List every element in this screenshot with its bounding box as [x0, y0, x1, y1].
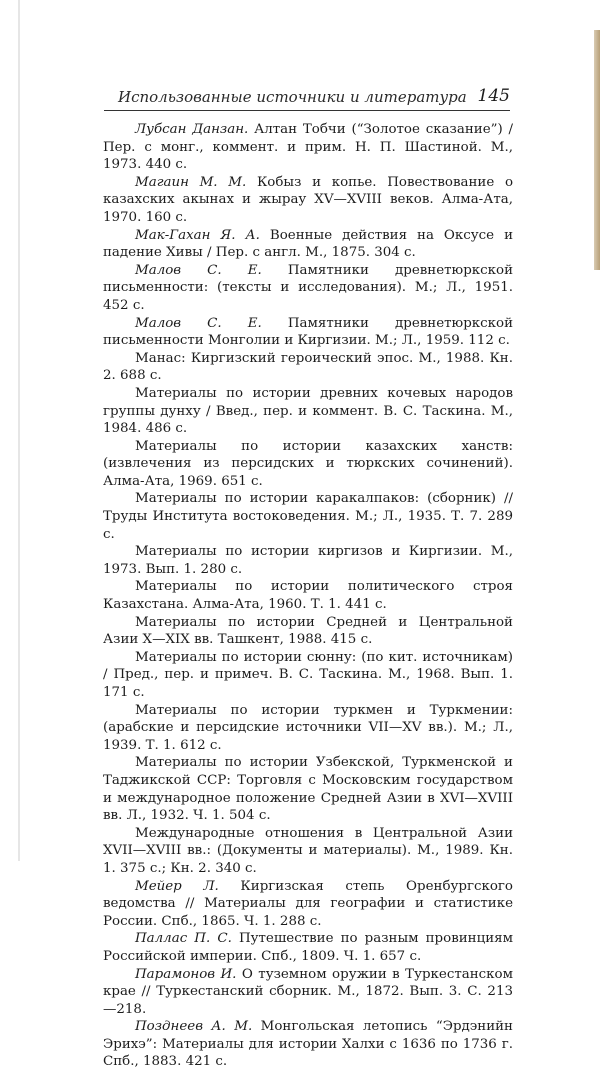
reference-text: Материалы по истории политического строя Казахстана. Алма-Ата, 1960. Т. 1. 441 с. [103, 579, 513, 613]
page-number: 145 [477, 86, 510, 106]
reference-entry [103, 966, 513, 1019]
reference-entry [103, 438, 513, 491]
header-rule [104, 110, 510, 111]
reference-text: О туземном оружии в Туркестанском крае // Туркестанский сборник. М., 1872. Вып. 3. С. 213—218. [103, 966, 513, 1017]
reference-author: Малов С. Е. [135, 315, 262, 331]
reference-entry [103, 649, 513, 702]
reference-author: Мейер Л. [135, 878, 219, 894]
reference-text: Кобыз и копье. Повествование о казахских акынах и жырау XV—XVIII веков. Алма-Ата, 1970. 160 с. [103, 174, 514, 225]
reference-text: Материалы по истории сюнну: (по кит. источникам) / Пред., пер. и примеч. В. С. Таскина. М., 1968. Вып. 1. 171 с. [103, 649, 513, 700]
page-edge [18, 0, 20, 861]
reference-text: Памятники древнетюркской письменности: (тексты и исследования). М.; Л., 1951. 452 с. [103, 262, 513, 313]
reference-entry [103, 174, 513, 227]
reference-text: Материалы по истории казахских ханств: (извлечения из персидских и тюркских сочинений). Алма-Ата, 1969. 651 с. [103, 438, 513, 489]
reference-text: Материалы по истории каракалпаков: (сборник) // Труды Института востоковедения. М.; Л., 1935. Т. 7. 289 с. [103, 491, 513, 542]
reference-entry [103, 385, 513, 438]
reference-entry [103, 878, 513, 931]
reference-text: Материалы по истории киргизов и Киргизии. М., 1973. Вып. 1. 280 с. [103, 544, 513, 577]
reference-author: Позднеев А. М. [135, 1019, 253, 1035]
reference-author: Парамонов И. [135, 966, 237, 982]
reference-author: Малов С. Е. [135, 262, 262, 278]
reference-text: Памятники древнетюркской письменности Монголии и Киргизии. М.; Л., 1959. 112 с. [103, 315, 513, 349]
reference-text: Материалы по истории древних кочевых народов группы дунху / Введ., пер. и коммент. В. С. Таскина. М., 1984. 486 с. [103, 385, 513, 437]
reference-entry [103, 227, 513, 262]
reference-entry [103, 1018, 513, 1071]
reference-author: Магаuн М. М. [135, 174, 247, 190]
reference-author: Лубсан Данзан. [135, 122, 249, 137]
reference-list [103, 121, 513, 1071]
reference-text: Путешествие по разным провинциям Российской империи. Спб., 1809. Ч. 1. 657 с. [103, 931, 513, 964]
reference-entry [103, 315, 513, 350]
reference-text: Материалы по истории Узбекской, Туркменской и Таджикской ССР: Торговля с Московским государством и международное положение Средней Азии в XVI—XVIII вв. Л., 1932. Ч. 1. 504 с. [103, 755, 513, 824]
reference-text: Материалы по истории Средней и Центральной Азии X—XIX вв. Ташкент, 1988. 415 с. [103, 614, 513, 648]
reference-text: Международные отношения в Центральной Азии XVII—XVIII вв.: (Документы и материалы). М., 1989. Кн. 1. 375 с.; Кн. 2. 340 с. [103, 825, 513, 876]
reference-entry [103, 350, 513, 385]
reference-entry [103, 578, 513, 613]
reference-text: Манас: Киргизский героический эпос. М., 1988. Кн. 2. 688 с. [103, 350, 513, 384]
running-head: Использованные источники и литература [118, 88, 467, 106]
book-spine-edge [594, 30, 600, 270]
reference-author: Мак-Гахан Я. А. [135, 227, 260, 243]
reference-entry [103, 543, 513, 578]
reference-entry [103, 490, 513, 543]
reference-entry [103, 825, 513, 878]
reference-text: Материалы по истории туркмен и Туркмении: (арабские и персидские источники VII—XV вв.). М.; Л., 1939. Т. 1. 612 с. [103, 702, 513, 753]
reference-entry [103, 702, 513, 755]
reference-entry [103, 121, 513, 174]
reference-text: Киргизская степь Оренбургского ведомства // Материалы для географии и статистике России. Спб., 1865. Ч. 1. 288 с. [103, 878, 513, 929]
reference-text: Монгольская летопись “Эрдэнийн Эрихэ”: Материалы для истории Халхи с 1636 по 1736 г. Спб., 1883. 421 с. [103, 1019, 513, 1070]
reference-author: Паллас П. С. [135, 931, 232, 947]
reference-entry [103, 930, 513, 965]
reference-entry [103, 262, 513, 315]
reference-text: Алтан Тобчи (“Золотое сказание”) / Пер. с монг., коммент. и прим. Н. П. Шастиной. М., 1973. 440 с. [103, 122, 513, 173]
reference-entry [103, 614, 513, 649]
reference-entry [103, 754, 513, 824]
reference-text: Военные действия на Оксусе и падение Хивы / Пер. с англ. М., 1875. 304 с. [103, 227, 513, 261]
